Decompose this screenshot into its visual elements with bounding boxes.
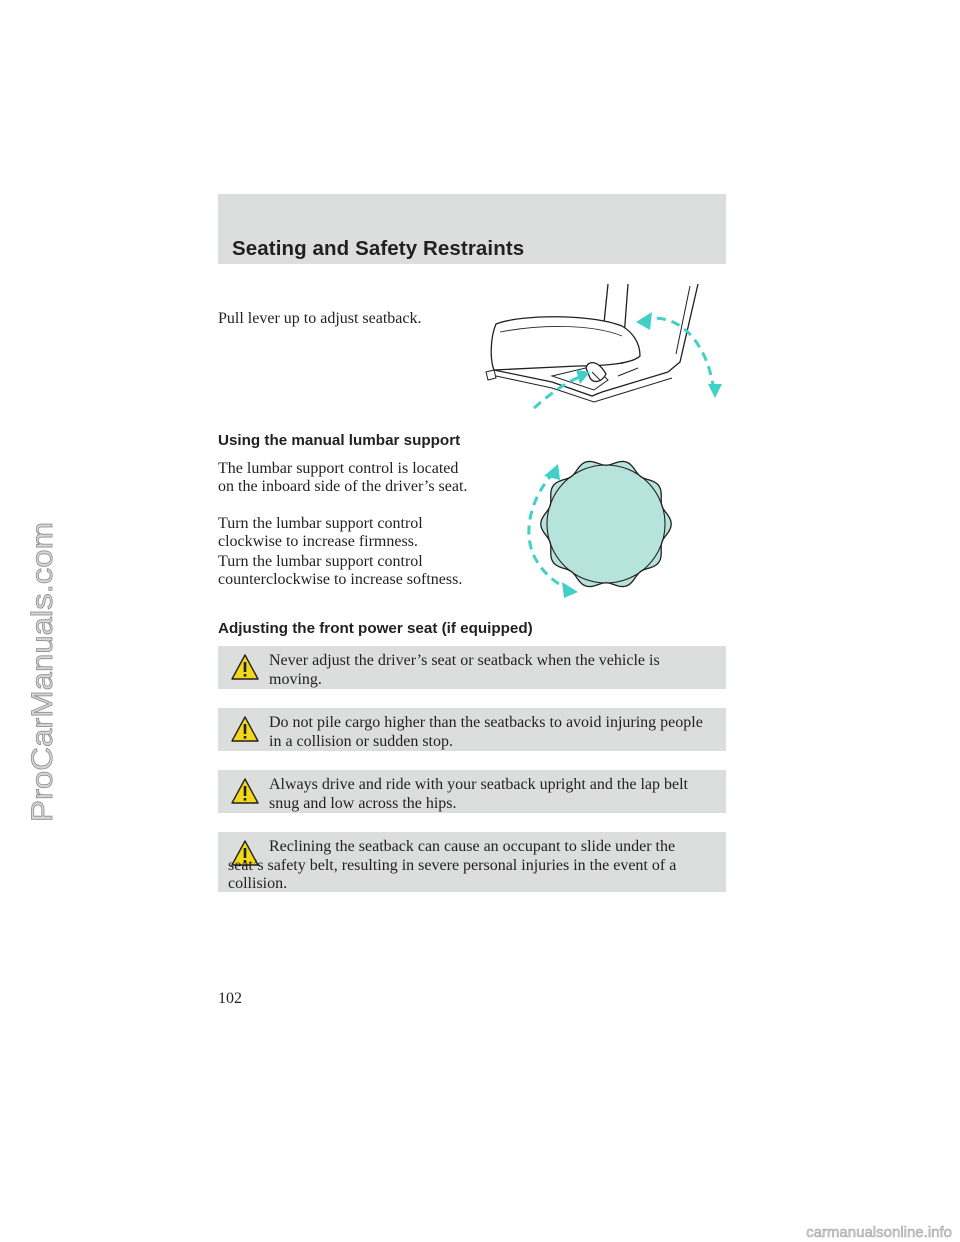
lumbar-softness-text: Turn the lumbar support control counterclockwise to increase softness. <box>218 553 463 589</box>
warning-box <box>218 832 726 892</box>
watermark <box>4 510 64 830</box>
warning-icon <box>230 653 260 681</box>
warning-box <box>218 770 726 813</box>
power-seat-heading: Adjusting the front power seat (if equipped) <box>218 620 533 637</box>
lumbar-firmness-text: Turn the lumbar support control clockwise to increase firmness. <box>218 515 423 551</box>
warning-text: Do not pile cargo higher than the seatbacks to avoid injuring people in a collision or sudden stop. <box>269 714 703 750</box>
page-number: 102 <box>218 990 242 1007</box>
lumbar-knob-illustration <box>518 452 678 602</box>
warning-text: Reclining the seatback can cause an occupant to slide under the seat’s safety belt, resulting in severe personal injuries in the event of a collision. <box>228 838 677 893</box>
lumbar-location-text: The lumbar support control is located on the inboard side of the driver’s seat. <box>218 460 468 496</box>
warning-box <box>218 646 726 689</box>
footer-watermark <box>0 1221 960 1242</box>
seatback-instruction: Pull lever up to adjust seatback. <box>218 310 422 327</box>
footer-text: carmanualsonline.info <box>806 1224 952 1241</box>
warning-text: Always drive and ride with your seatback upright and the lap belt snug and low across the hips. <box>269 776 688 812</box>
warning-box <box>218 708 726 751</box>
warning-text: Never adjust the driver’s seat or seatback when the vehicle is moving. <box>269 652 660 688</box>
seatback-lever-illustration <box>482 280 726 415</box>
watermark-text: ProCarManuals.com <box>26 548 59 822</box>
section-header <box>218 194 726 264</box>
lumbar-heading: Using the manual lumbar support <box>218 432 461 449</box>
warning-icon <box>230 715 260 743</box>
lumbar-knob <box>541 461 671 586</box>
warning-icon <box>230 777 260 805</box>
section-title: Seating and Safety Restraints <box>232 237 525 260</box>
